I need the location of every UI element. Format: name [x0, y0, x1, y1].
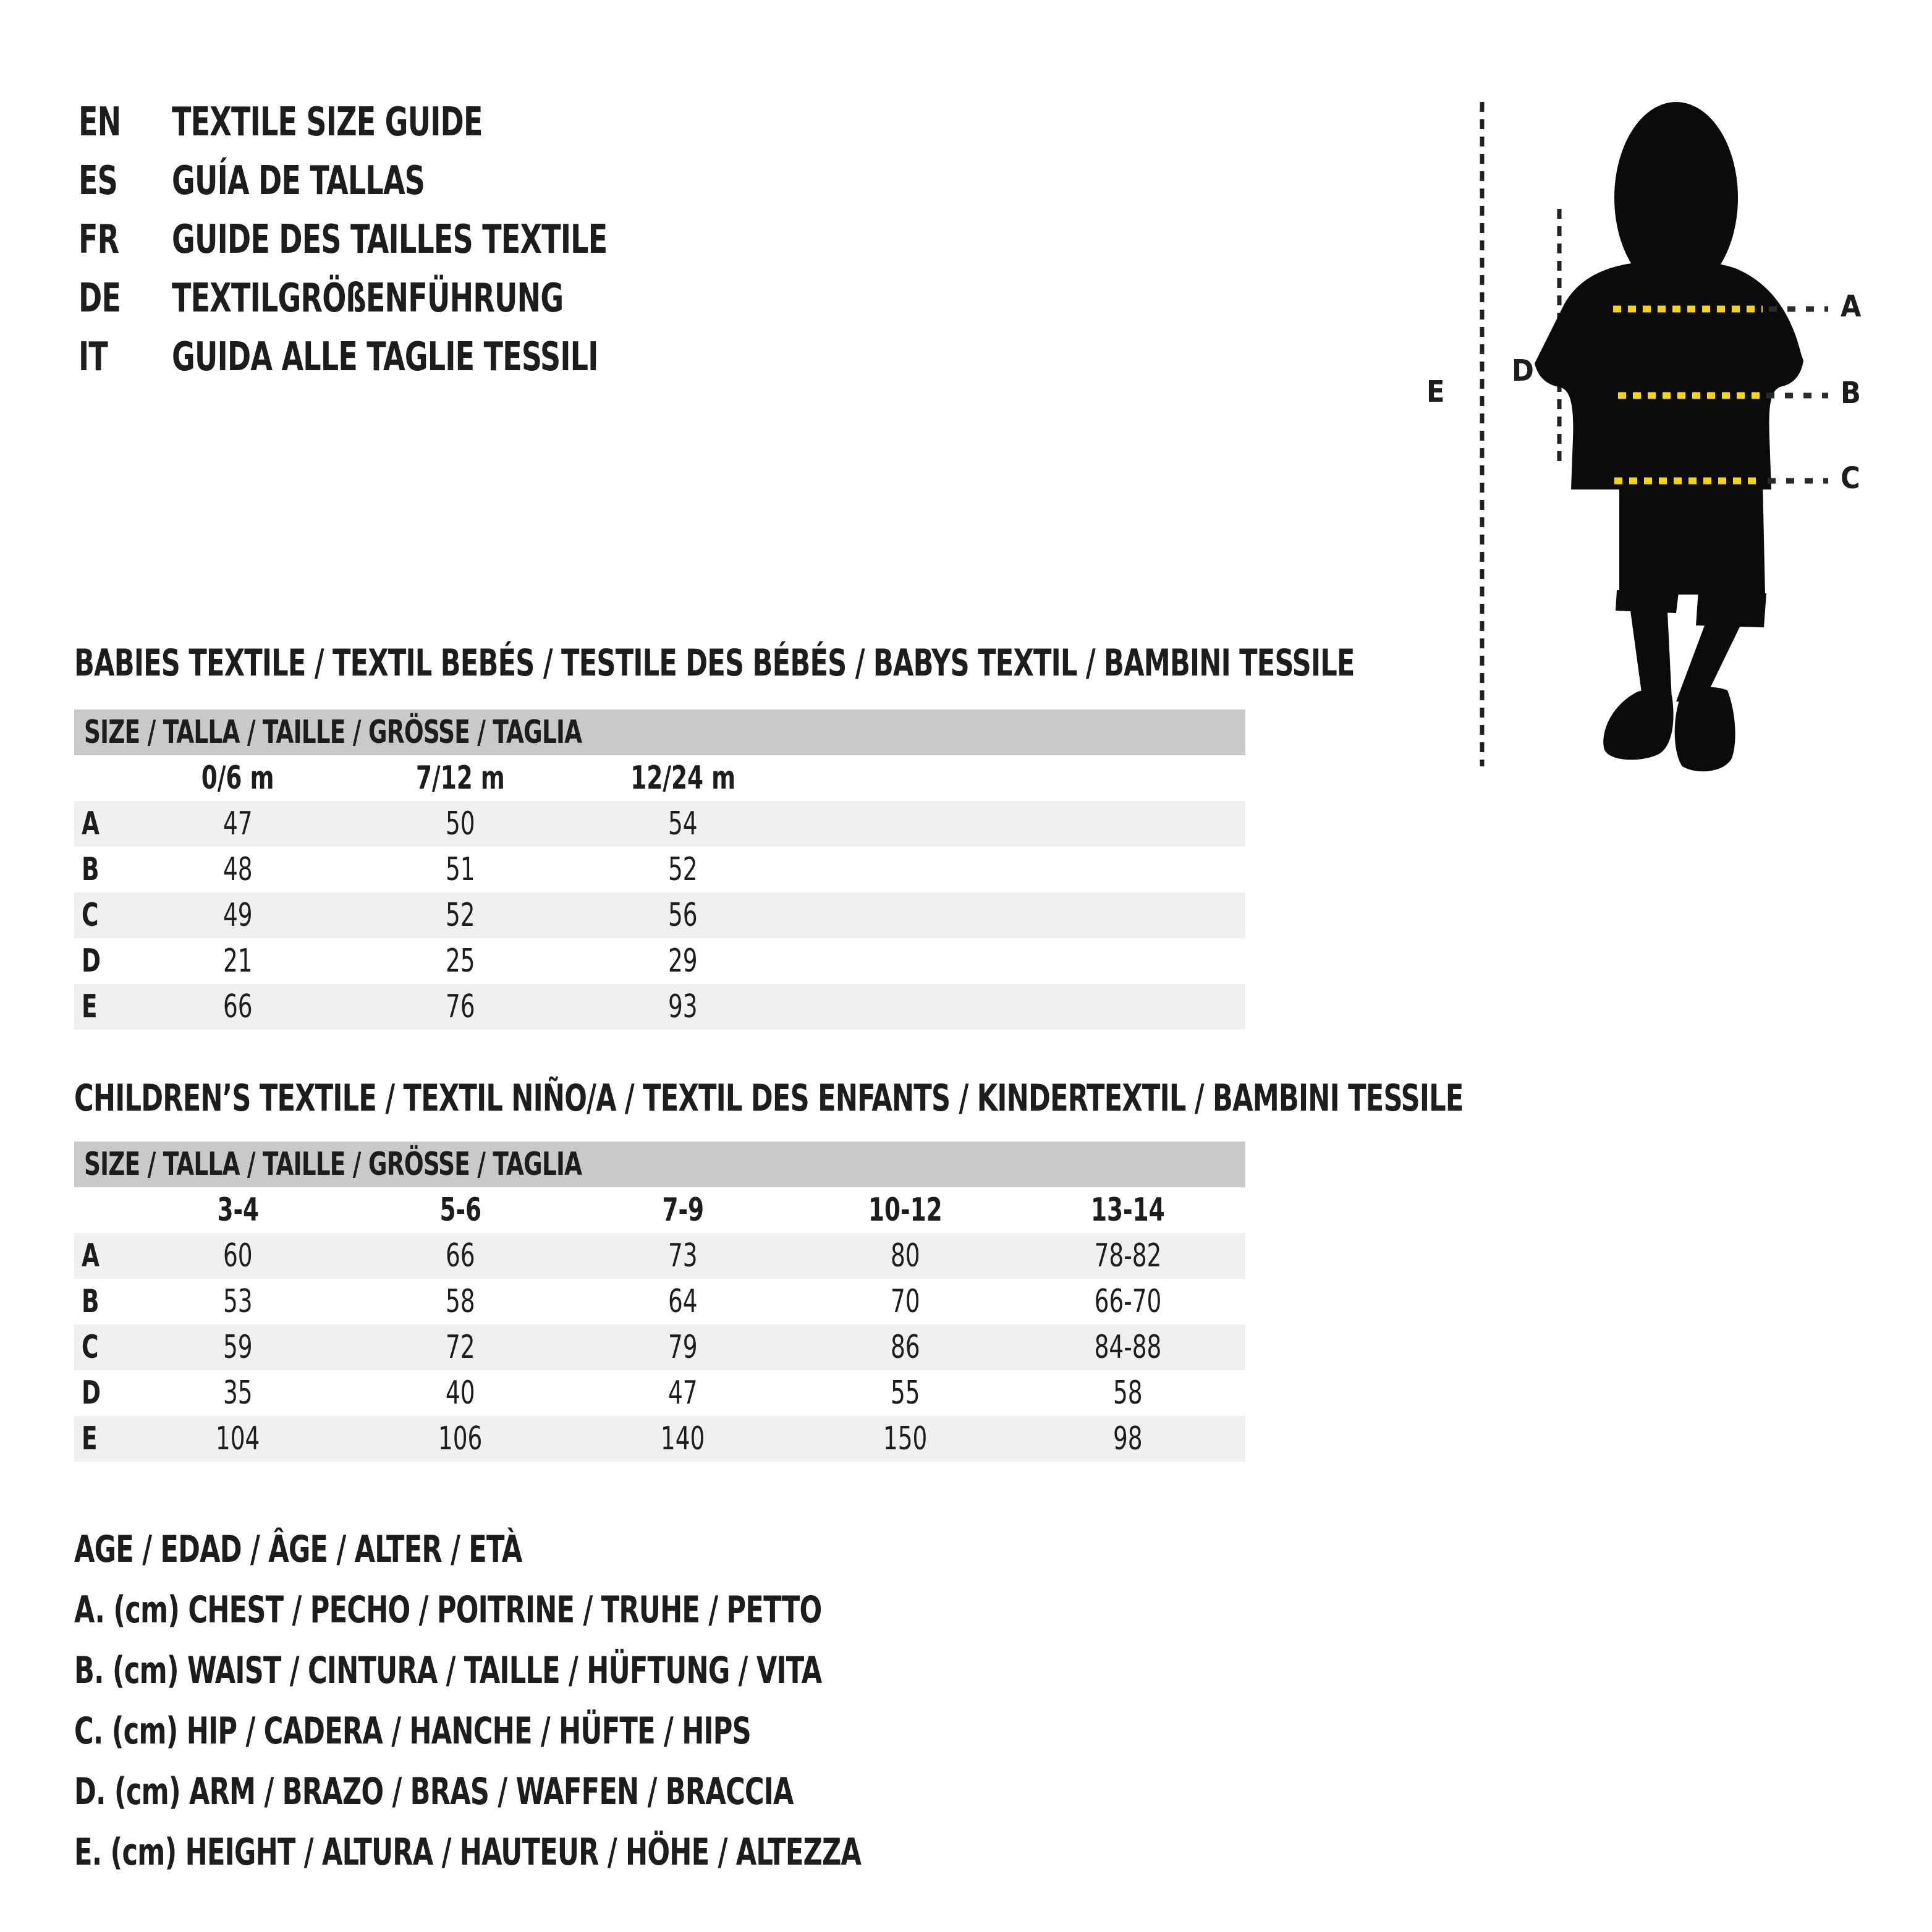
lang-row-it: [78, 328, 716, 386]
row-label: D: [82, 1375, 101, 1412]
table-row: C 49 52 56: [74, 892, 1245, 938]
row-label: C: [82, 897, 99, 934]
lang-code: DE: [78, 275, 121, 321]
guide-title: TEXTILGRÖßENFÜHRUNG: [172, 275, 564, 321]
children-size-header-bar: SIZE / TALLA / TAILLE / GRÖSSE / TAGLIA: [74, 1142, 1245, 1187]
table-row: A 47 50 54: [74, 801, 1245, 847]
row-label: C: [82, 1329, 99, 1366]
children-col-13-14: 13-14: [1091, 1192, 1165, 1229]
legend-height-e: E. (cm) HEIGHT / ALTURA / HAUTEUR / HÖHE / ALTEZZA: [74, 1831, 862, 1874]
figure-label-b: B: [1841, 376, 1861, 410]
guide-title: GUIDE DES TAILLES TEXTILE: [172, 216, 608, 263]
shorts: [1619, 482, 1765, 595]
babies-column-header-row: [74, 755, 1245, 801]
row-label: D: [82, 943, 101, 980]
shorts-right-leg: [1696, 590, 1766, 627]
table-row: B 48 51 52: [74, 847, 1245, 892]
table-row: E 66 76 93: [74, 984, 1245, 1030]
figure-label-c: C: [1841, 461, 1860, 496]
legend-hip-c: C. (cm) HIP / CADERA / HANCHE / HÜFTE / HIPS: [74, 1710, 751, 1753]
row-label: E: [82, 1420, 98, 1457]
guide-title: GUÍA DE TALLAS: [172, 158, 425, 204]
children-col-7-9: 7-9: [662, 1192, 704, 1229]
shorts-left-leg: [1616, 590, 1679, 613]
children-column-header-row: [74, 1187, 1245, 1233]
table-row: A 60 66 73 80 78-82: [74, 1233, 1245, 1279]
row-label: B: [82, 851, 100, 888]
table-row: D 21 25 29: [74, 938, 1245, 984]
lang-row-es: [78, 151, 716, 210]
children-col-5-6: 5-6: [439, 1192, 481, 1229]
lang-row-en: [78, 93, 716, 151]
tshirt: [1535, 260, 1803, 489]
measurement-legend: [74, 1519, 1057, 1883]
children-section-title: CHILDREN’S TEXTILE / TEXTIL NIÑO/A / TEXTIL DES ENFANTS / KINDERTEXTIL / BAMBINI TESSILE: [74, 1077, 1464, 1120]
legend-arm-d: D. (cm) ARM / BRAZO / BRAS / WAFFEN / BRACCIA: [74, 1770, 794, 1813]
lang-row-fr: [78, 210, 716, 269]
guide-title: TEXTILE SIZE GUIDE: [172, 99, 483, 145]
row-label: A: [82, 1237, 100, 1274]
legend-chest-a: A. (cm) CHEST / PECHO / POITRINE / TRUHE / PETTO: [74, 1588, 822, 1632]
figure-label-a: A: [1841, 289, 1862, 324]
lang-code: ES: [78, 158, 118, 204]
children-col-10-12: 10-12: [868, 1192, 943, 1229]
lang-row-de: [78, 269, 716, 328]
children-col-3-4: 3-4: [217, 1192, 259, 1229]
right-shoe: [1675, 687, 1735, 771]
row-label: E: [82, 988, 98, 1025]
table-row: D 35 40 47 55 58: [74, 1370, 1245, 1416]
lang-code: EN: [78, 99, 121, 145]
babies-size-table: [74, 710, 1245, 1030]
guide-title: GUIDA ALLE TAGLIE TESSILI: [172, 334, 598, 380]
left-shoe: [1603, 690, 1673, 760]
legend-waist-b: B. (cm) WAIST / CINTURA / TAILLE / HÜFTUNG / VITA: [74, 1649, 822, 1692]
babies-size-header-bar: SIZE / TALLA / TAILLE / GRÖSSE / TAGLIA: [74, 710, 1245, 755]
babies-col-0-6m: 0/6 m: [201, 760, 274, 797]
children-size-table: [74, 1142, 1245, 1462]
legend-age: AGE / EDAD / ÂGE / ALTER / ETÀ: [74, 1528, 522, 1571]
babies-col-7-12m: 7/12 m: [416, 760, 505, 797]
figure-label-e: E: [1426, 375, 1445, 409]
table-row: C 59 72 79 86 84-88: [74, 1324, 1245, 1370]
figure-label-d: D: [1512, 354, 1534, 388]
table-row: E 104 106 140 150 98: [74, 1416, 1245, 1462]
babies-section-title: BABIES TEXTILE / TEXTIL BEBÉS / TESTILE DES BÉBÉS / BABYS TEXTIL / BAMBINI TESSILE: [74, 642, 1355, 685]
lang-code: FR: [78, 216, 119, 263]
language-header: [78, 93, 716, 386]
table-row: B 53 58 64 70 66-70: [74, 1279, 1245, 1324]
babies-col-12-24m: 12/24 m: [630, 760, 735, 797]
row-label: B: [82, 1283, 100, 1320]
lang-code: IT: [78, 334, 108, 380]
row-label: A: [82, 805, 100, 842]
